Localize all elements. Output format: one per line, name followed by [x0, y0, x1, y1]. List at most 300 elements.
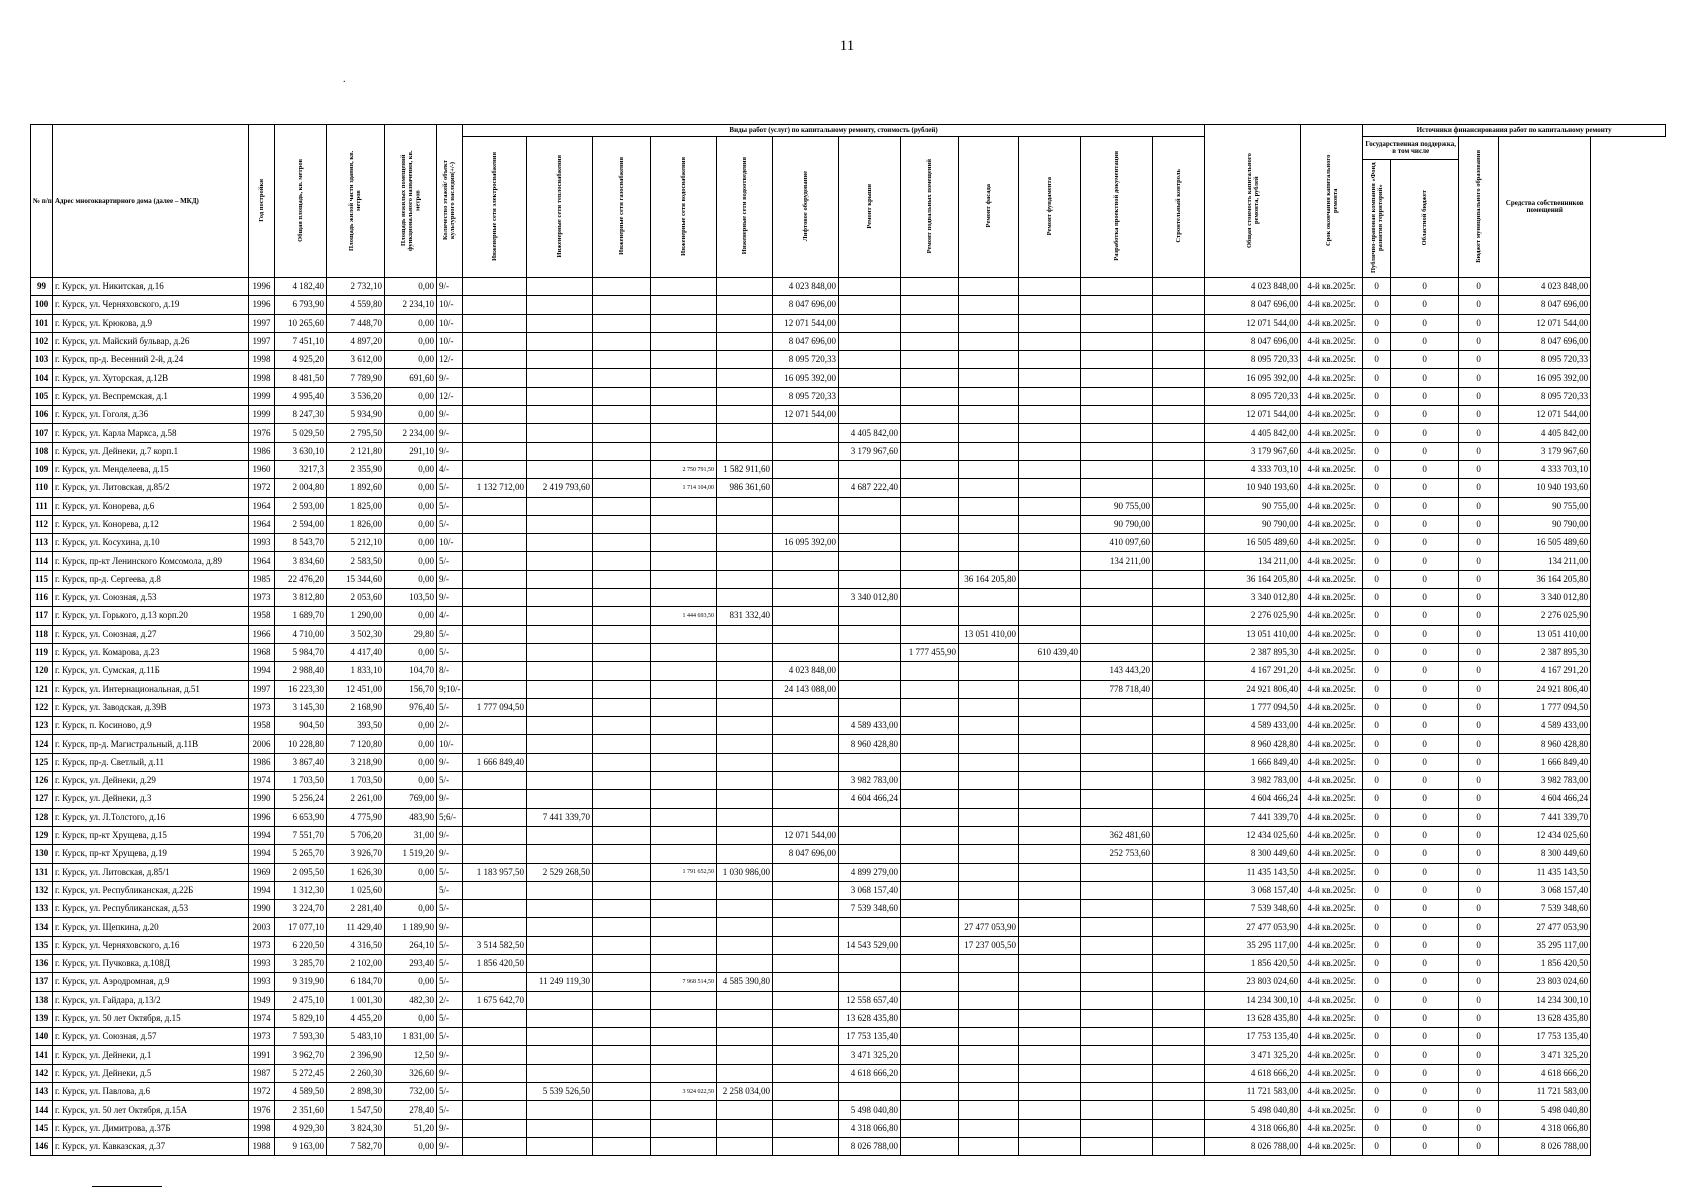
table-cell: 8 047 696,00 [1499, 332, 1591, 350]
table-cell: 8 960 428,80 [839, 735, 901, 753]
table-cell: 4-й кв.2025г. [1301, 589, 1363, 607]
table-cell: 4-й кв.2025г. [1301, 296, 1363, 314]
table-cell: г. Курск, ул. Черняховского, д.16 [53, 936, 249, 954]
table-cell: 5 498 040,80 [1205, 1101, 1301, 1119]
table-cell: 3 224,70 [275, 900, 327, 918]
table-cell [1019, 918, 1081, 936]
table-cell: 1 777 094,50 [463, 698, 527, 716]
table-cell: 4 405 842,00 [1205, 424, 1301, 442]
table-cell [839, 845, 901, 863]
table-cell: 0 [1363, 1009, 1391, 1027]
table-cell [593, 643, 651, 661]
table-cell: 10/- [437, 332, 463, 350]
table-cell [1153, 881, 1205, 899]
table-cell [959, 717, 1019, 735]
table-cell: 2 583,50 [327, 552, 385, 570]
table-cell: 12 434 025,60 [1499, 826, 1591, 844]
table-cell: г. Курск, ул. Союзная, д.57 [53, 1028, 249, 1046]
table-cell: г. Курск, пр-д. Светлый, д.11 [53, 753, 249, 771]
table-cell: 0 [1363, 772, 1391, 790]
table-cell: 139 [31, 1009, 53, 1027]
table-cell: 29,80 [385, 625, 437, 643]
table-cell [527, 991, 593, 1009]
table-cell [959, 662, 1019, 680]
table-cell [593, 735, 651, 753]
table-cell: 13 628 435,80 [1499, 1009, 1591, 1027]
table-cell: 5/- [437, 973, 463, 991]
table-cell: 7 448,70 [327, 314, 385, 332]
table-cell: 24 921 806,40 [1499, 680, 1591, 698]
table-cell: 5/- [437, 900, 463, 918]
table-cell: 8 300 449,60 [1499, 845, 1591, 863]
table-cell: 326,60 [385, 1064, 437, 1082]
table-row [31, 936, 1666, 954]
table-cell: 8 026 788,00 [1205, 1137, 1301, 1155]
table-cell: 1998 [249, 351, 275, 369]
table-cell: 8 047 696,00 [773, 332, 839, 350]
table-cell: 9/- [437, 406, 463, 424]
table-cell: 0 [1391, 460, 1459, 478]
col-fund: Публично-правовая компания «Фонд развития территорий» [1363, 160, 1391, 278]
table-cell: г. Курск, пр-д. Весенний 2-й, д.24 [53, 351, 249, 369]
table-cell: 293,40 [385, 954, 437, 972]
table-cell: 1994 [249, 662, 275, 680]
table-cell [651, 589, 717, 607]
table-cell [1081, 808, 1153, 826]
table-cell [527, 826, 593, 844]
table-cell [901, 607, 959, 625]
table-cell: 0 [1459, 552, 1499, 570]
table-cell: 0 [1391, 680, 1459, 698]
table-cell: 0 [1391, 1137, 1459, 1155]
table-cell [651, 406, 717, 424]
table-cell: 0,00 [385, 643, 437, 661]
table-cell: 3 867,40 [275, 753, 327, 771]
table-cell: 4-й кв.2025г. [1301, 662, 1363, 680]
table-cell: 4 925,20 [275, 351, 327, 369]
col-gas: Инженерные сети газоснабжения [593, 137, 651, 278]
table-cell: 4/- [437, 607, 463, 625]
table-cell: 2 276 025,90 [1205, 607, 1301, 625]
table-cell [959, 406, 1019, 424]
table-cell: 3 218,90 [327, 753, 385, 771]
table-row [31, 369, 1666, 387]
table-cell [651, 826, 717, 844]
table-cell: 0 [1459, 772, 1499, 790]
table-cell [717, 1101, 773, 1119]
table-cell: 27 477 053,90 [1205, 918, 1301, 936]
table-cell: г. Курск, ул. Павлова, д.6 [53, 1083, 249, 1101]
table-cell: 0 [1459, 570, 1499, 588]
table-cell [593, 1083, 651, 1101]
table-cell [1153, 1101, 1205, 1119]
table-cell [773, 589, 839, 607]
scan-dot: . [343, 74, 346, 85]
table-cell: 10 940 193,60 [1499, 479, 1591, 497]
table-cell: 0,00 [385, 406, 437, 424]
table-cell: 976,40 [385, 698, 437, 716]
table-cell [959, 497, 1019, 515]
col-group-works: Виды работ (услуг) по капитальному ремонту, стоимость (рублей) [463, 125, 1205, 137]
table-cell: 0 [1391, 625, 1459, 643]
table-cell: 1985 [249, 570, 275, 588]
table-cell: 0 [1363, 936, 1391, 954]
table-cell [717, 534, 773, 552]
table-cell: 4-й кв.2025г. [1301, 863, 1363, 881]
table-cell: 0 [1363, 625, 1391, 643]
table-cell [901, 387, 959, 405]
table-cell: 1 892,60 [327, 479, 385, 497]
table-cell [527, 570, 593, 588]
table-cell: 9/- [437, 442, 463, 460]
table-cell [463, 662, 527, 680]
table-cell: 264,10 [385, 936, 437, 954]
table-cell: 5/- [437, 698, 463, 716]
table-cell [1081, 1064, 1153, 1082]
table-cell: 101 [31, 314, 53, 332]
col-num: № п/п [31, 125, 53, 278]
table-cell: 0,00 [385, 772, 437, 790]
table-cell: г. Курск, п. Косиново, д.9 [53, 717, 249, 735]
table-cell: 12 071 544,00 [773, 314, 839, 332]
table-cell: 5 029,50 [275, 424, 327, 442]
table-cell [593, 1064, 651, 1082]
table-cell: 0 [1363, 351, 1391, 369]
table-cell [839, 515, 901, 533]
table-cell: 5/- [437, 936, 463, 954]
table-cell: 1969 [249, 863, 275, 881]
table-cell [593, 808, 651, 826]
table-cell [651, 662, 717, 680]
table-row [31, 570, 1666, 588]
table-cell [717, 772, 773, 790]
table-cell [959, 808, 1019, 826]
table-cell: 2 095,50 [275, 863, 327, 881]
table-cell [527, 552, 593, 570]
table-cell: 12 071 544,00 [1499, 314, 1591, 332]
table-cell [593, 1119, 651, 1137]
table-cell: 0 [1459, 278, 1499, 296]
table-cell: 51,20 [385, 1119, 437, 1137]
table-cell: 0 [1363, 680, 1391, 698]
table-cell [1153, 717, 1205, 735]
table-cell [1081, 1028, 1153, 1046]
table-cell: 1 519,20 [385, 845, 437, 863]
table-cell [463, 515, 527, 533]
table-cell: 0 [1363, 1028, 1391, 1046]
table-cell [717, 625, 773, 643]
table-cell: 4-й кв.2025г. [1301, 1009, 1363, 1027]
table-cell [651, 790, 717, 808]
table-cell: 1993 [249, 954, 275, 972]
table-cell [959, 534, 1019, 552]
table-cell: 8 481,50 [275, 369, 327, 387]
table-cell: 16 505 489,60 [1205, 534, 1301, 552]
table-cell [773, 698, 839, 716]
table-cell: 129 [31, 826, 53, 844]
table-row [31, 1101, 1666, 1119]
table-cell: 11 721 583,00 [1499, 1083, 1591, 1101]
table-cell [1153, 808, 1205, 826]
table-cell: 4-й кв.2025г. [1301, 918, 1363, 936]
table-cell [773, 1028, 839, 1046]
table-cell: 4 929,30 [275, 1119, 327, 1137]
table-cell: 90 790,00 [1205, 515, 1301, 533]
table-cell: 1 831,00 [385, 1028, 437, 1046]
table-cell: 10 228,80 [275, 735, 327, 753]
table-cell: 1990 [249, 900, 275, 918]
table-row [31, 826, 1666, 844]
table-cell: 144 [31, 1101, 53, 1119]
table-cell: 110 [31, 479, 53, 497]
table-cell: 1 856 420,50 [463, 954, 527, 972]
table-cell [651, 424, 717, 442]
table-cell [901, 552, 959, 570]
table-cell: 15 344,60 [327, 570, 385, 588]
table-cell: 0,00 [385, 515, 437, 533]
table-cell [593, 845, 651, 863]
table-cell: 9/- [437, 1064, 463, 1082]
table-cell: 0 [1459, 662, 1499, 680]
table-cell [717, 680, 773, 698]
table-cell: 4 333 703,10 [1205, 460, 1301, 478]
table-cell [463, 735, 527, 753]
table-cell [593, 717, 651, 735]
table-cell [1019, 515, 1081, 533]
table-cell [773, 973, 839, 991]
table-cell: 4 023 848,00 [1499, 278, 1591, 296]
table-cell [839, 552, 901, 570]
table-cell: 4-й кв.2025г. [1301, 460, 1363, 478]
table-cell [839, 570, 901, 588]
table-cell: 9/- [437, 369, 463, 387]
table-cell: 0,00 [385, 1137, 437, 1155]
table-cell: 140 [31, 1028, 53, 1046]
table-cell [773, 515, 839, 533]
table-row [31, 534, 1666, 552]
table-cell [839, 369, 901, 387]
table-cell: 0 [1459, 607, 1499, 625]
col-electric: Инженерные сети электроснабжения [463, 137, 527, 278]
table-cell [901, 589, 959, 607]
table-cell [651, 772, 717, 790]
table-cell [527, 387, 593, 405]
table-cell [773, 735, 839, 753]
table-cell: 143 443,20 [1081, 662, 1153, 680]
table-cell [527, 881, 593, 899]
table-cell [773, 1064, 839, 1082]
table-cell [1081, 790, 1153, 808]
table-cell: 2 795,50 [327, 424, 385, 442]
table-cell: 4 687 222,40 [839, 479, 901, 497]
table-cell [773, 643, 839, 661]
table-cell [959, 552, 1019, 570]
table-cell: 0 [1459, 680, 1499, 698]
table-cell [651, 753, 717, 771]
table-cell: 4 618 666,20 [1205, 1064, 1301, 1082]
table-cell [593, 460, 651, 478]
table-cell: 0 [1363, 717, 1391, 735]
table-cell: 119 [31, 643, 53, 661]
table-cell [773, 1046, 839, 1064]
table-cell [1081, 479, 1153, 497]
table-cell: 2 396,90 [327, 1046, 385, 1064]
table-cell: 1 856 420,50 [1205, 954, 1301, 972]
table-cell [1081, 351, 1153, 369]
table-cell [959, 387, 1019, 405]
table-cell [901, 534, 959, 552]
table-cell: 3 340 012,80 [839, 589, 901, 607]
table-cell: 2 732,10 [327, 278, 385, 296]
table-cell [901, 1137, 959, 1155]
table-cell [773, 918, 839, 936]
table-cell [1153, 735, 1205, 753]
table-cell [1081, 442, 1153, 460]
table-cell: 12 071 544,00 [773, 406, 839, 424]
table-cell: 4-й кв.2025г. [1301, 900, 1363, 918]
table-cell [651, 570, 717, 588]
table-cell: 0,00 [385, 497, 437, 515]
table-cell: 0,00 [385, 735, 437, 753]
table-cell: 104,70 [385, 662, 437, 680]
table-cell: 3217,3 [275, 460, 327, 478]
table-cell [651, 552, 717, 570]
table-cell: 0 [1459, 424, 1499, 442]
table-cell: 0 [1459, 826, 1499, 844]
table-cell [959, 351, 1019, 369]
table-cell: 0,00 [385, 973, 437, 991]
table-cell: 4-й кв.2025г. [1301, 735, 1363, 753]
table-cell: 3 824,30 [327, 1119, 385, 1137]
table-cell [901, 442, 959, 460]
table-cell [463, 1064, 527, 1082]
table-cell: 4 604 466,24 [839, 790, 901, 808]
table-cell: 1996 [249, 278, 275, 296]
table-cell [593, 1101, 651, 1119]
table-cell [773, 772, 839, 790]
table-cell: 1997 [249, 332, 275, 350]
table-cell [901, 515, 959, 533]
table-cell [651, 643, 717, 661]
table-cell [593, 1028, 651, 1046]
table-row [31, 406, 1666, 424]
table-cell: 0 [1363, 424, 1391, 442]
table-cell [651, 680, 717, 698]
table-cell: г. Курск, ул. Димитрова, д.37Б [53, 1119, 249, 1137]
table-cell: 8 247,30 [275, 406, 327, 424]
table-cell [717, 314, 773, 332]
table-cell [901, 1009, 959, 1027]
table-cell: 3 068 157,40 [1205, 881, 1301, 899]
table-cell: 5 934,90 [327, 406, 385, 424]
table-cell [1153, 296, 1205, 314]
table-cell [651, 442, 717, 460]
table-cell [1081, 1137, 1153, 1155]
table-cell: 4 023 848,00 [773, 278, 839, 296]
table-cell [901, 625, 959, 643]
table-cell [593, 881, 651, 899]
table-cell: 8 095 720,33 [1499, 387, 1591, 405]
table-cell [773, 808, 839, 826]
table-cell: 3 612,00 [327, 351, 385, 369]
table-cell: 2 593,00 [275, 497, 327, 515]
table-cell [463, 570, 527, 588]
table-cell: 393,50 [327, 717, 385, 735]
table-cell: 0 [1391, 717, 1459, 735]
table-cell [901, 369, 959, 387]
table-cell: 0,00 [385, 351, 437, 369]
table-cell: 3 340 012,80 [1499, 589, 1591, 607]
table-cell [1019, 406, 1081, 424]
col-address: Адрес многоквартирного дома (далее – МКД) [53, 125, 249, 278]
table-cell: 0 [1391, 387, 1459, 405]
table-cell [1153, 460, 1205, 478]
table-cell: 4-й кв.2025г. [1301, 936, 1363, 954]
table-cell: 0 [1363, 973, 1391, 991]
table-cell: 0 [1391, 790, 1459, 808]
table-row [31, 900, 1666, 918]
table-cell: 0 [1459, 589, 1499, 607]
table-cell: 4-й кв.2025г. [1301, 954, 1363, 972]
table-cell: 1 290,00 [327, 607, 385, 625]
table-cell: 103 [31, 351, 53, 369]
table-cell: 5/- [437, 552, 463, 570]
table-cell: 141 [31, 1046, 53, 1064]
table-cell: 9/- [437, 918, 463, 936]
table-row [31, 662, 1666, 680]
table-cell [463, 296, 527, 314]
table-cell [1081, 954, 1153, 972]
table-cell: 0 [1363, 460, 1391, 478]
table-cell: 0 [1391, 296, 1459, 314]
table-cell [1153, 680, 1205, 698]
table-cell: 1 189,90 [385, 918, 437, 936]
table-cell: 3 514 582,50 [463, 936, 527, 954]
table-cell: 4-й кв.2025г. [1301, 1046, 1363, 1064]
table-cell: 2 898,30 [327, 1083, 385, 1101]
table-cell [651, 332, 717, 350]
table-row [31, 552, 1666, 570]
table-cell: 13 051 410,00 [1205, 625, 1301, 643]
table-cell [593, 625, 651, 643]
table-cell [839, 332, 901, 350]
table-cell [839, 460, 901, 478]
table-cell: 4-й кв.2025г. [1301, 534, 1363, 552]
table-cell: 0 [1459, 351, 1499, 369]
table-cell: 362 481,60 [1081, 826, 1153, 844]
table-cell [773, 497, 839, 515]
table-cell [593, 662, 651, 680]
table-cell: 27 477 053,90 [1499, 918, 1591, 936]
table-cell: 0 [1459, 991, 1499, 1009]
table-cell: 17 237 005,50 [959, 936, 1019, 954]
table-cell: 12 558 657,40 [839, 991, 901, 1009]
table-cell: 0 [1459, 460, 1499, 478]
table-cell [1153, 1064, 1205, 1082]
table-cell: 1 547,50 [327, 1101, 385, 1119]
table-cell [1019, 387, 1081, 405]
col-lift: Лифтовое оборудование [773, 137, 839, 278]
table-row [31, 442, 1666, 460]
table-cell [527, 1028, 593, 1046]
table-cell: 145 [31, 1119, 53, 1137]
table-cell: 138 [31, 991, 53, 1009]
table-cell: 8 095 720,33 [1499, 351, 1591, 369]
table-cell: 116 [31, 589, 53, 607]
table-cell [593, 314, 651, 332]
table-cell: 3 068 157,40 [839, 881, 901, 899]
table-cell: 2 594,00 [275, 515, 327, 533]
